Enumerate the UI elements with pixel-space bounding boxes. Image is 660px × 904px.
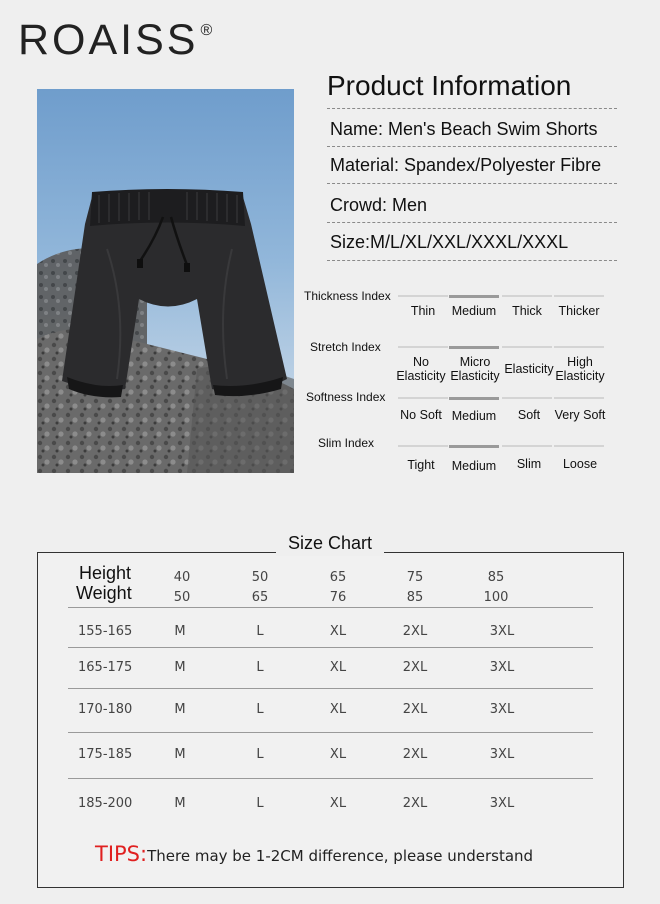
table-cell: 3XL: [489, 660, 515, 675]
softness-bar-0: [398, 397, 448, 399]
softness-option: Very Soft: [554, 408, 606, 422]
height-col: 85: [487, 570, 505, 585]
table-cell: L: [256, 796, 264, 811]
thickness-index-label: Thickness Index: [304, 289, 391, 303]
height-col: 50: [251, 570, 269, 585]
thickness-option: Thicker: [558, 304, 600, 318]
table-cell: 2XL: [402, 660, 428, 675]
stretch-bar-1: [449, 346, 499, 349]
row-divider: [68, 688, 593, 689]
thickness-bar-2: [502, 295, 552, 297]
weight-col: 100: [483, 590, 509, 605]
softness-option: Soft: [517, 408, 541, 422]
info-material: Material: Spandex/Polyester Fibre: [330, 155, 602, 175]
slim-option: Slim: [516, 457, 542, 471]
row-divider: [68, 778, 593, 779]
tips-label: TIPS:: [95, 842, 148, 866]
slim-bar-2: [502, 445, 552, 447]
stretch-bar-2: [502, 346, 552, 348]
weight-col: 76: [329, 590, 347, 605]
height-col: 40: [173, 570, 191, 585]
softness-option: No Soft: [400, 408, 442, 422]
slim-option: Tight: [407, 458, 435, 472]
row-label: 175-185: [78, 747, 133, 762]
thickness-bar-0: [398, 295, 448, 297]
table-cell: 2XL: [402, 747, 428, 762]
softness-option: Medium: [451, 409, 497, 423]
thickness-option: Thin: [410, 304, 436, 318]
row-divider: [68, 732, 593, 733]
thickness-bar-1: [449, 295, 499, 298]
row-divider: [68, 607, 593, 608]
slim-bar-0: [398, 445, 448, 447]
stretch-option: No Elasticity: [396, 355, 446, 383]
stretch-option: High Elasticity: [555, 355, 605, 383]
shorts-illustration: [37, 89, 294, 473]
stretch-option: Elasticity: [504, 362, 554, 376]
divider: [327, 183, 617, 184]
info-size: Size:M/L/XL/XXL/XXXL/XXXL: [330, 232, 569, 252]
table-cell: 3XL: [489, 796, 515, 811]
softness-bar-1: [449, 397, 499, 400]
table-cell: M: [174, 747, 186, 762]
table-cell: L: [256, 702, 264, 717]
slim-index-label: Slim Index: [318, 436, 375, 450]
tips-text: There may be 1-2CM difference, please understand: [147, 847, 534, 865]
height-col: 65: [329, 570, 347, 585]
table-cell: L: [256, 624, 264, 639]
row-label: 170-180: [78, 702, 133, 717]
slim-option: Loose: [562, 457, 598, 471]
row-divider: [68, 647, 593, 648]
weight-header: Weight: [76, 583, 132, 603]
product-info-title: Product Information: [327, 70, 572, 101]
brand-logo: [18, 16, 216, 65]
divider: [327, 260, 617, 261]
table-cell: L: [256, 747, 264, 762]
table-cell: M: [174, 702, 186, 717]
row-label: 185-200: [78, 796, 133, 811]
row-label: 155-165: [78, 624, 133, 639]
weight-col: 85: [406, 590, 424, 605]
tips-note: [95, 842, 533, 866]
weight-col: 65: [251, 590, 269, 605]
product-photo: [37, 89, 294, 473]
stretch-bar-0: [398, 346, 448, 348]
thickness-option: Thick: [512, 304, 542, 318]
table-cell: L: [256, 660, 264, 675]
table-cell: XL: [329, 660, 347, 675]
registered-mark: ®: [200, 22, 216, 39]
table-cell: 3XL: [489, 702, 515, 717]
stretch-bar-3: [554, 346, 604, 348]
table-cell: 3XL: [489, 624, 515, 639]
thickness-bar-3: [554, 295, 604, 297]
divider: [327, 222, 617, 223]
table-cell: 2XL: [402, 624, 428, 639]
softness-bar-2: [502, 397, 552, 399]
stretch-option: Micro Elasticity: [450, 355, 500, 383]
info-crowd: Crowd: Men: [330, 195, 428, 215]
softness-bar-3: [554, 397, 604, 399]
table-cell: 2XL: [402, 702, 428, 717]
slim-bar-3: [554, 445, 604, 447]
info-name: Name: Men's Beach Swim Shorts: [330, 119, 598, 139]
brand-name: ROAISS: [18, 16, 199, 64]
table-cell: 3XL: [489, 747, 515, 762]
divider: [327, 146, 617, 147]
slim-bar-1: [449, 445, 499, 448]
divider: [327, 108, 617, 109]
height-col: 75: [406, 570, 424, 585]
table-cell: XL: [329, 796, 347, 811]
row-label: 165-175: [78, 660, 133, 675]
slim-option: Medium: [451, 459, 497, 473]
table-cell: M: [174, 660, 186, 675]
table-cell: 2XL: [402, 796, 428, 811]
thickness-option: Medium: [451, 304, 497, 318]
stretch-index-label: Stretch Index: [310, 340, 381, 354]
weight-col: 50: [173, 590, 191, 605]
table-cell: M: [174, 624, 186, 639]
size-chart-title: Size Chart: [276, 530, 384, 556]
table-cell: M: [174, 796, 186, 811]
table-cell: XL: [329, 702, 347, 717]
height-header: Height: [79, 563, 132, 583]
table-cell: XL: [329, 747, 347, 762]
table-cell: XL: [329, 624, 347, 639]
softness-index-label: Softness Index: [306, 390, 386, 404]
